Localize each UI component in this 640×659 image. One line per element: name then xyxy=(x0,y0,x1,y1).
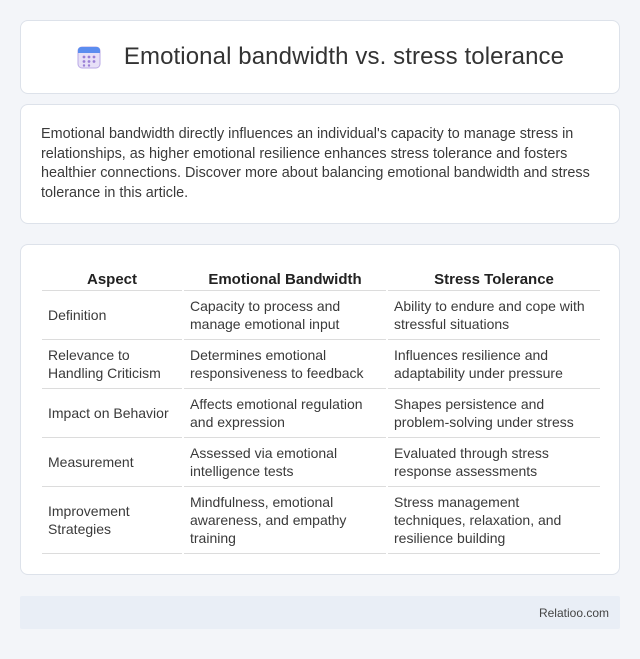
table-cell: Measurement xyxy=(42,438,182,487)
table-cell: Ability to endure and cope with stressful situations xyxy=(388,291,600,340)
table-cell: Affects emotional regulation and expression xyxy=(184,389,386,438)
table-cell: Impact on Behavior xyxy=(42,389,182,438)
calendar-icon xyxy=(76,44,102,70)
table-cell: Mindfulness, emotional awareness, and empathy training xyxy=(184,487,386,554)
table-cell: Capacity to process and manage emotional input xyxy=(184,291,386,340)
table-cell: Influences resilience and adaptability under pressure xyxy=(388,340,600,389)
table-cell: Definition xyxy=(42,291,182,340)
table-row xyxy=(42,438,600,487)
column-header: Stress Tolerance xyxy=(388,265,600,291)
column-header: Emotional Bandwidth xyxy=(184,265,386,291)
table-cell: Improvement Strategies xyxy=(42,487,182,554)
intro-text: Emotional bandwidth directly influences an individual's capacity to manage stress in relationships, as higher emotional resilience enhances stress tolerance and fosters healthier connections. Discover more about balancing emotional bandwidth and stress tolerance in this article. xyxy=(41,126,590,201)
table-cell: Evaluated through stress response assessments xyxy=(388,438,600,487)
header xyxy=(76,43,564,71)
table-row xyxy=(42,291,600,340)
table-cell: Determines emotional responsiveness to feedback xyxy=(184,340,386,389)
table-card xyxy=(20,244,620,575)
comparison-table xyxy=(40,265,602,554)
footer xyxy=(20,596,620,629)
intro-card xyxy=(20,104,620,224)
page-title: Emotional bandwidth vs. stress tolerance xyxy=(123,43,565,70)
header-card xyxy=(20,20,620,94)
table-cell: Shapes persistence and problem-solving under stress xyxy=(388,389,600,438)
table-row xyxy=(42,340,600,389)
table-row xyxy=(42,389,600,438)
table-row xyxy=(42,487,600,554)
table-cell: Relevance to Handling Criticism xyxy=(42,340,182,389)
table-cell: Stress management techniques, relaxation, and resilience building xyxy=(388,487,600,554)
footer-site-link[interactable]: Relatioo.com xyxy=(538,605,609,620)
column-header: Aspect xyxy=(42,265,182,291)
table-cell: Assessed via emotional intelligence tests xyxy=(184,438,386,487)
table-header-row xyxy=(42,265,600,291)
